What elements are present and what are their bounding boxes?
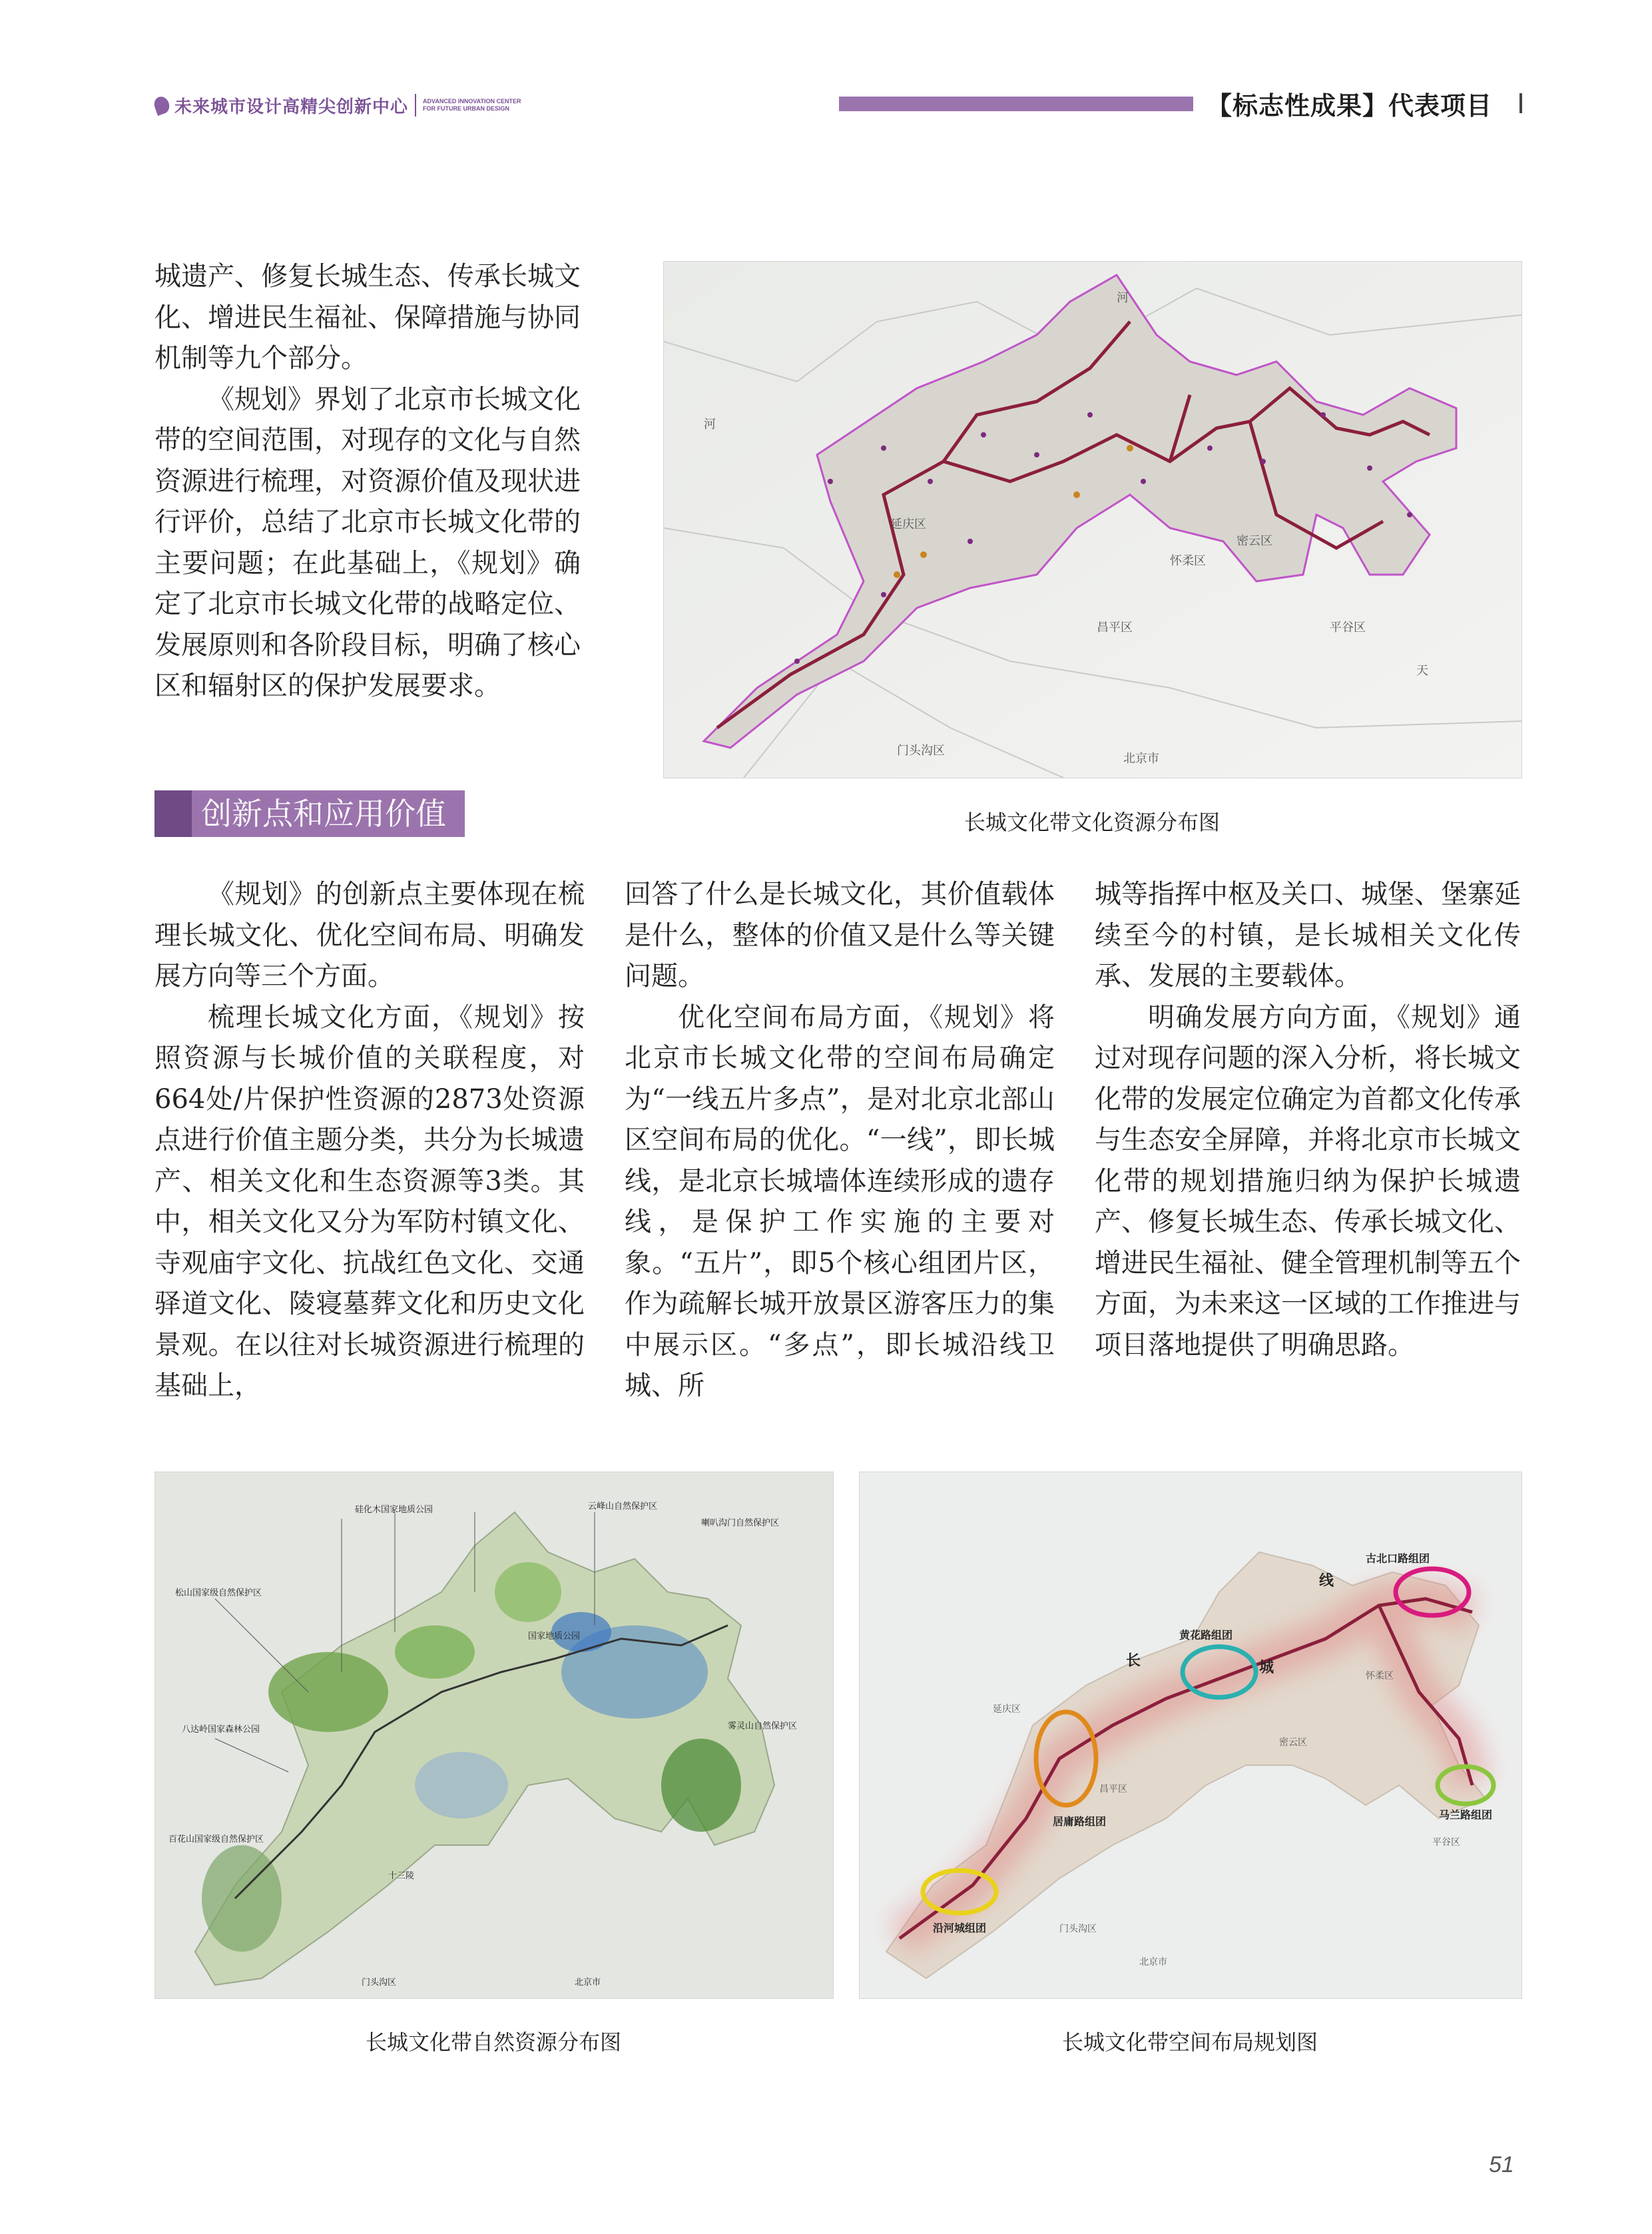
body-paragraph-3-part-1: 优化空间布局方面，《规划》将北京市长城文化带的空间布局确定为“一线五片多点”，是对北京北部山区空间布局的优化。“一线”，即长城线，是北京长城墙体连续形成的遗存线，是保护工作实施的主要对象。“五片”，即5个核心组团片区，作为疏解长城开放景区游客压力的集中展示区。“多点”，即长城沿线卫城、所 [625,1001,1055,1401]
map2-label-g: 雾灵山自然保护区 [728,1721,798,1731]
body-paragraph-2-part-1: 梳理长城文化方面，《规划》按照资源与长城价值的关联程度，对664处/片保护性资源的2873处资源点进行价值主题分类，共分为长城遗产、相关文化和生态资源等3类。其中，相关文化又分为军防村镇文化、寺观庙宇文化、抗战红色文化、交通驿道文化、陵寝墓葬文化和历史文化景观。在以往对长城资源进行梳理的基础上， [154,1001,585,1401]
map3-label-c: 居庸路组团 [1053,1815,1107,1828]
map3-label-j: 怀柔区 [1366,1671,1394,1681]
figure-2-caption: 长城文化带自然资源分布图 [365,2030,621,2055]
body-paragraph-1: 《规划》的创新点主要体现在梳理长城文化、优化空间布局、明确发展方向等三个方面。 [154,879,585,991]
logo-divider [415,94,416,117]
body-column-2 [625,874,1055,1407]
map2-label-f: 喇叭沟门自然保护区 [701,1518,780,1528]
body-paragraph-4: 明确发展方向方面，《规划》通过对现存问题的深入分析，将长城文化带的发展定位确定为首都文化传承与生态安全屏障，并将北京市长城文化带的规划措施归纳为保护长城遗产、修复长城生态、传承长城文化、增进民生福祉、健全管理机制等五个方面，为未来这一区域的工作推进与项目落地提供了明确思路。 [1095,1001,1521,1360]
map1-label-a: 河 [1117,291,1129,305]
map3-label-a: 古北口路组团 [1366,1552,1430,1565]
header-accent-bar [839,97,1193,111]
map3-label-l: 昌平区 [1099,1784,1127,1795]
map2-label-j: 门头沟区 [362,1978,397,1988]
natural-resources-map [154,1472,834,1999]
map3-label-d: 马兰路组团 [1439,1809,1493,1821]
figure-3-caption: 长城文化带空间布局规划图 [1061,2030,1318,2055]
map2-label-a: 硅化木国家地质公园 [355,1505,433,1515]
map3-label-i: 延庆区 [993,1704,1021,1715]
cultural-resources-map [663,261,1522,778]
map3-label-o: 北京市 [1139,1957,1167,1968]
heading-marker [154,790,192,837]
logo-english-text [423,98,521,113]
logo-english-line-1: ADVANCED INNOVATION CENTER [423,98,521,105]
intro-paragraph-1: 城遗产、修复长城生态、传承长城文化、增进民生福祉、保障措施与协同机制等九个部分。 [154,261,581,374]
map2-label-d: 八达岭国家森林公园 [182,1725,260,1735]
map1-label-e: 密云区 [1237,534,1272,548]
logo-leaf-icon [152,95,172,116]
intro-paragraph-2: 《规划》界划了北京市长城文化带的空间范围，对现存的文化与自然资源进行梳理，对资源价值及现状进行评价，总结了北京市长城文化带的主要问题；在此基础上，《规划》确定了北京市长城文化带的战略定位、发展原则和各阶段目标，明确了核心区和辐射区的保护发展要求。 [154,384,581,701]
map2-label-h: 国家地质公园 [528,1631,581,1641]
body-paragraph-2-part-2: 回答了什么是长城文化，其价值载体是什么，整体的价值又是什么等关键问题。 [625,879,1055,991]
map3-label-g: 长 [1126,1653,1141,1669]
map3-label-n: 门头沟区 [1059,1924,1097,1934]
body-paragraph-3-part-2: 城等指挥中枢及关口、城堡、堡寨延续至今的村镇，是长城相关文化传承、发展的主要载体。 [1095,879,1521,991]
logo-english-line-2: FOR FUTURE URBAN DESIGN [423,105,510,112]
map1-label-b: 河 [704,418,716,431]
map2-label-c: 松山国家级自然保护区 [175,1588,262,1598]
map3-label-f: 线 [1319,1573,1334,1589]
header-tick [1519,93,1522,113]
map1-label-f: 昌平区 [1097,621,1133,635]
page-number: 51 [1489,2152,1514,2177]
body-column-3 [1095,874,1521,1366]
map3-label-b: 黄花路组团 [1179,1629,1233,1641]
map3-label-h: 城 [1259,1659,1274,1676]
map1-label-i: 北京市 [1123,752,1159,766]
map2-label-k: 北京市 [575,1978,601,1988]
map2-label-b: 云峰山自然保护区 [588,1502,658,1512]
map1-label-g: 平谷区 [1330,621,1366,635]
map3-label-e: 沿河城组团 [933,1922,987,1934]
section-heading: 创新点和应用价值 [201,796,446,832]
map1-label-d: 怀柔区 [1170,554,1206,568]
map3-label-k: 密云区 [1279,1737,1307,1748]
intro-column [154,256,581,707]
publisher-logo [154,92,521,119]
map3-label-m: 平谷区 [1432,1837,1460,1848]
map1-label-j: 天 [1416,664,1428,678]
logo-chinese-text: 未来城市设计高精尖创新中心 [174,97,409,117]
figure-1-caption: 长城文化带文化资源分布图 [964,810,1220,835]
spatial-layout-map [859,1472,1522,1999]
map1-label-c: 延庆区 [890,517,926,531]
map2-label-e: 百花山国家级自然保护区 [168,1834,264,1844]
section-title: 【标志性成果】代表项目 [1207,91,1493,121]
map1-label-h: 门头沟区 [897,744,945,758]
map2-label-i: 十三陵 [388,1871,415,1881]
body-column-1 [154,874,585,1407]
